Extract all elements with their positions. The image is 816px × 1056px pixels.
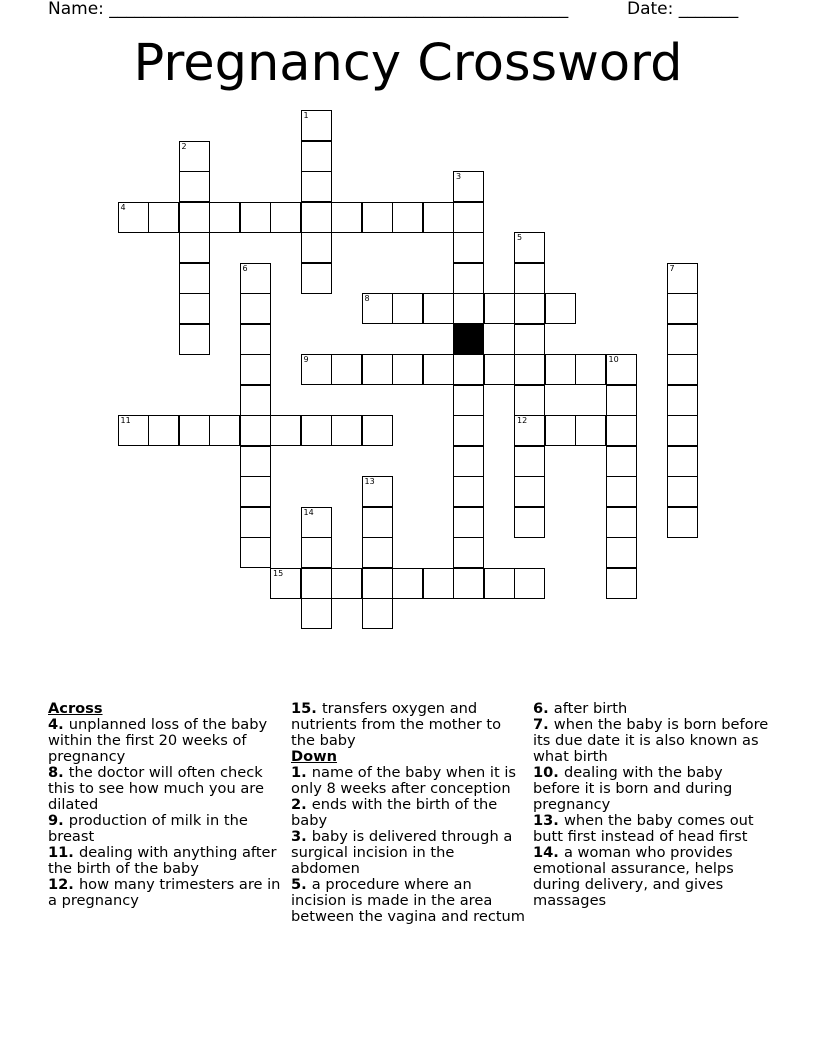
grid-cell[interactable] [667,263,698,294]
grid-cell[interactable] [453,171,484,202]
grid-cell[interactable] [240,476,271,507]
grid-cell[interactable] [301,141,332,172]
page-title: Pregnancy Crossword [133,34,683,93]
clue-number: 10 [608,355,619,364]
grid-cell[interactable] [240,446,271,477]
grid-cell[interactable] [301,232,332,263]
clue-number-label: 2. [291,796,312,813]
grid-cell[interactable] [606,446,637,477]
grid-cell[interactable] [362,507,393,538]
clue-text: how many trimesters are in a pregnancy [48,876,281,909]
grid-cell[interactable] [331,415,362,446]
clue-number-label: 7. [533,716,554,733]
clue-number-label: 15. [291,700,322,717]
grid-cell[interactable] [240,354,271,385]
grid-cell[interactable] [484,354,515,385]
grid-cell[interactable] [606,537,637,568]
grid-cell[interactable] [545,354,576,385]
clue-column-3 [533,701,769,909]
grid-cell[interactable] [453,385,484,416]
grid-cell[interactable] [514,415,545,446]
grid-cell[interactable] [453,415,484,446]
grid-cell[interactable] [240,385,271,416]
grid-cell[interactable] [606,568,637,599]
grid-cell[interactable] [240,415,271,446]
grid-cell[interactable] [301,507,332,538]
clue-item [291,797,527,829]
clue-number: 5 [517,233,523,242]
clue-number: 9 [303,355,309,364]
grid-cell[interactable] [545,415,576,446]
grid-cell[interactable] [453,232,484,263]
grid-cell[interactable] [453,446,484,477]
clue-item [48,813,284,845]
clue-item [291,701,527,749]
grid-cell[interactable] [453,537,484,568]
grid-cell[interactable] [514,232,545,263]
down-heading: Down [291,748,338,765]
grid-cell[interactable] [362,598,393,629]
grid-cell[interactable] [453,476,484,507]
grid-cell[interactable] [179,232,210,263]
grid-cell[interactable] [423,354,454,385]
clue-item [48,845,284,877]
grid-cell[interactable] [545,293,576,324]
across-clue-list [48,717,284,909]
name-label: Name: ______________________________________________________ [48,0,569,19]
clue-text: dealing with the baby before it is born and during pregnancy [533,764,733,813]
clue-item [533,845,769,909]
grid-cell[interactable] [514,324,545,355]
clue-number: 13 [364,477,375,486]
grid-cell[interactable] [514,385,545,416]
grid-cell[interactable] [667,354,698,385]
clue-text: ends with the birth of the baby [291,796,498,829]
clue-number-label: 3. [291,828,312,845]
clue-item [291,877,527,925]
grid-cell[interactable] [667,415,698,446]
clue-text: production of milk in the breast [48,812,248,845]
clue-number-label: 9. [48,812,69,829]
grid-cell[interactable] [606,385,637,416]
grid-cell[interactable] [575,354,606,385]
across-clue-list-continued [291,701,527,749]
clue-number: 4 [120,202,126,212]
grid-cell[interactable] [392,202,423,233]
grid-cell[interactable] [514,568,545,599]
clue-text: transfers oxygen and nutrients from the mother to the baby [291,700,502,749]
clue-number: 12 [517,416,528,425]
clue-text: unplanned loss of the baby within the first 20 weeks of pregnancy [48,716,268,765]
grid-cell[interactable] [514,476,545,507]
grid-cell[interactable] [667,446,698,477]
clue-number-label: 11. [48,844,79,861]
clue-text: a procedure where an incision is made in the area between the vagina and rectum [291,876,526,925]
grid-cell[interactable] [301,110,332,141]
clue-item [533,765,769,813]
grid-cell[interactable] [270,568,301,599]
clue-text: dealing with anything after the birth of the baby [48,844,277,877]
grid-cell[interactable] [514,507,545,538]
clue-number: 2 [181,141,187,151]
grid-cell[interactable] [301,415,332,446]
grid-cell[interactable] [575,415,606,446]
down-clue-list-continued [533,701,769,909]
grid-cell[interactable] [392,293,423,324]
clue-item [291,829,527,877]
grid-cell[interactable] [301,202,332,233]
grid-cell[interactable] [362,415,393,446]
grid-cell[interactable] [453,507,484,538]
date-label: Date: _______ [627,0,739,19]
grid-cell[interactable] [423,568,454,599]
grid-cell[interactable] [514,263,545,294]
clue-text: baby is delivered through a surgical incision in the abdomen [291,828,513,877]
black-cell [453,324,484,355]
grid-cell[interactable] [240,263,271,294]
clue-number: 7 [669,263,675,273]
clue-text: when the baby comes out butt first instead of head first [533,812,754,845]
grid-cell[interactable] [606,507,637,538]
clue-number-label: 1. [291,764,312,781]
grid-cell[interactable] [209,202,240,233]
grid-cell[interactable] [331,202,362,233]
grid-cell[interactable] [362,537,393,568]
grid-cell[interactable] [331,354,362,385]
grid-cell[interactable] [423,293,454,324]
grid-cell[interactable] [301,537,332,568]
grid-cell[interactable] [362,476,393,507]
across-heading: Across [48,700,103,717]
grid-cell[interactable] [606,415,637,446]
clue-text: after birth [553,700,628,717]
grid-cell[interactable] [484,568,515,599]
grid-cell[interactable] [667,476,698,507]
grid-cell[interactable] [606,476,637,507]
grid-cell[interactable] [179,415,210,446]
grid-cell[interactable] [240,537,271,568]
clue-number: 8 [364,294,370,303]
grid-cell[interactable] [667,385,698,416]
grid-cell[interactable] [270,415,301,446]
clue-item [533,813,769,845]
clue-text: a woman who provides emotional assurance, helps during delivery, and gives massages [533,844,734,909]
grid-cell[interactable] [301,598,332,629]
clue-item [48,717,284,765]
grid-cell[interactable] [667,324,698,355]
grid-cell[interactable] [392,354,423,385]
clue-text: name of the baby when it is only 8 weeks after conception [291,764,516,797]
clue-number: 15 [273,568,284,578]
clue-number-label: 13. [533,812,564,829]
grid-cell[interactable] [118,415,149,446]
grid-cell[interactable] [148,202,179,233]
grid-cell[interactable] [118,202,149,233]
grid-cell[interactable] [209,415,240,446]
grid-cell[interactable] [453,202,484,233]
grid-cell[interactable] [240,324,271,355]
clue-number-label: 5. [291,876,312,893]
clue-number-label: 12. [48,876,79,893]
grid-cell[interactable] [667,293,698,324]
clue-number: 3 [456,172,462,181]
clue-column-2 [291,701,527,925]
grid-cell[interactable] [179,293,210,324]
clue-number-label: 4. [48,716,69,733]
clue-number-label: 10. [533,764,564,781]
grid-cell[interactable] [362,354,393,385]
clue-item [533,717,769,765]
down-clue-list [291,765,527,925]
clue-number-label: 8. [48,764,69,781]
grid-cell[interactable] [179,324,210,355]
grid-cell[interactable] [362,202,393,233]
grid-cell[interactable] [301,263,332,294]
grid-cell[interactable] [484,293,515,324]
grid-cell[interactable] [270,202,301,233]
grid-cell[interactable] [667,507,698,538]
clue-number: 1 [303,111,309,120]
grid-cell[interactable] [179,202,210,233]
grid-cell[interactable] [423,202,454,233]
grid-cell[interactable] [240,507,271,538]
grid-cell[interactable] [179,263,210,294]
grid-cell[interactable] [453,354,484,385]
clue-text: the doctor will often check this to see how much you are dilated [48,764,264,813]
clue-item [533,701,769,717]
grid-cell[interactable] [179,141,210,172]
grid-cell[interactable] [453,293,484,324]
grid-cell[interactable] [148,415,179,446]
grid-cell[interactable] [331,568,362,599]
grid-cell[interactable] [179,171,210,202]
clue-item [48,765,284,813]
grid-cell[interactable] [301,354,332,385]
grid-cell[interactable] [514,446,545,477]
clue-item [291,765,527,797]
grid-cell[interactable] [514,354,545,385]
clue-number: 11 [120,416,131,425]
clue-number: 14 [303,507,314,517]
grid-cell[interactable] [514,293,545,324]
grid-cell[interactable] [240,293,271,324]
clue-number-label: 14. [533,844,564,861]
clue-number: 6 [242,263,248,273]
grid-cell[interactable] [240,202,271,233]
clue-item [48,877,284,909]
grid-cell[interactable] [362,568,393,599]
grid-cell[interactable] [362,293,393,324]
grid-cell[interactable] [453,263,484,294]
clue-number-label: 6. [533,700,554,717]
grid-cell[interactable] [301,568,332,599]
clue-column-1 [48,701,284,909]
clue-text: when the baby is born before its due date it is also known as what birth [533,716,769,765]
grid-cell[interactable] [301,171,332,202]
grid-cell[interactable] [606,354,637,385]
grid-cell[interactable] [392,568,423,599]
grid-cell[interactable] [453,568,484,599]
